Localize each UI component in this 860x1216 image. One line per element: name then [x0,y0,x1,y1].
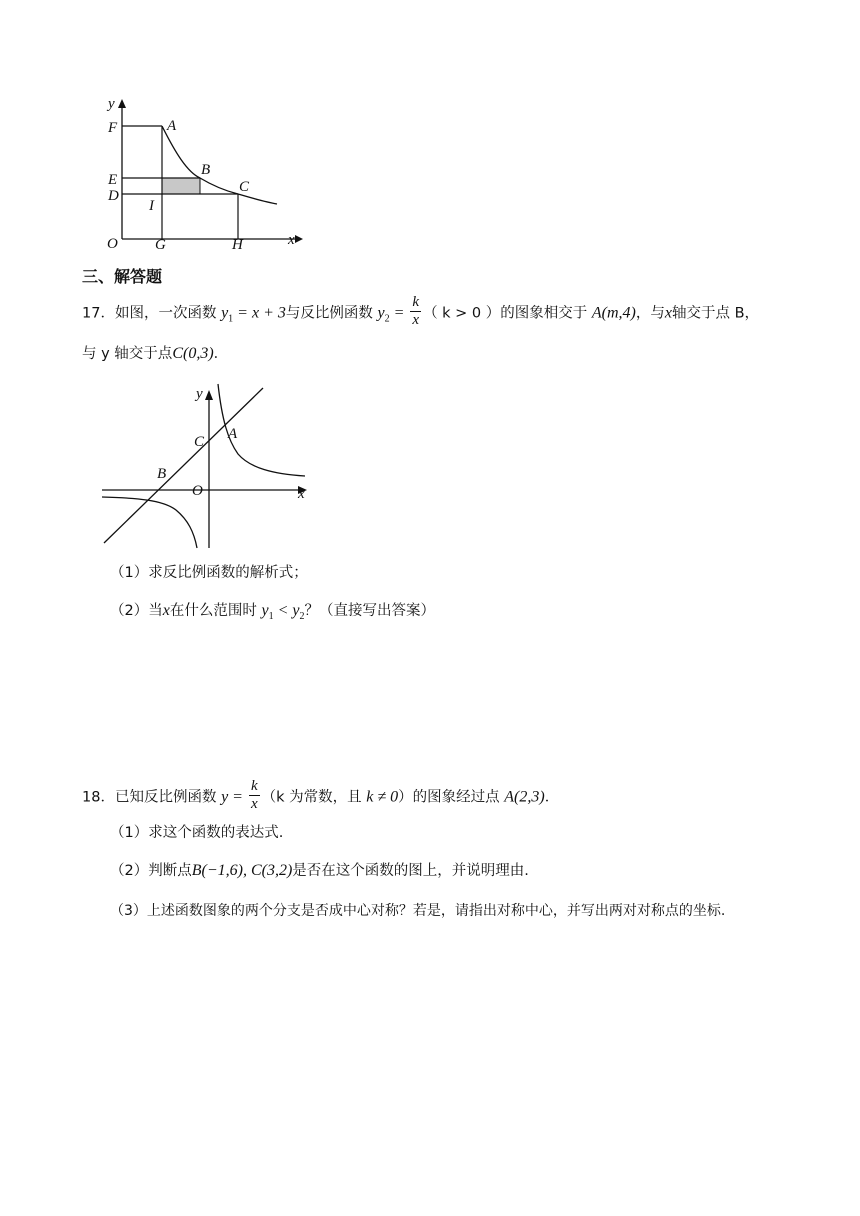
q17-point-A: A(m,4) [591,304,636,322]
q17-line-1 [82,296,759,331]
q18-sub-1: （1）求这个函数的表达式. [110,825,284,841]
q17-frac-den: x [412,312,420,328]
q18-sub-2 [110,861,529,881]
q17-sub2-text-c: ？（直接写出答案） [304,603,435,619]
q18-eq: y = [221,788,247,806]
label-A: A [228,426,238,442]
q17-sub2-text-a: （2）当 [110,603,163,619]
label-I: I [149,198,154,214]
q18-number: 18． [82,789,115,806]
q17-point-C: C(0,3) [172,345,214,362]
x-axis-arrow [295,235,303,243]
q17-text-3: 的图象相交于 [500,305,588,322]
q17-fraction [410,294,421,329]
label-y: y [108,96,115,112]
label-y: y [196,386,203,402]
q18-line-1 [82,780,559,815]
q17-sub2-x: x [162,602,170,619]
q17-y2-sub: 2 [384,313,390,325]
q17-sub2-lt: < y [273,602,300,619]
q18-sub2-points: B(−1,6), C(3,2) [191,862,293,879]
q17-line2-end: ． [213,346,229,362]
shaded-rectangle [162,178,200,194]
label-x: x [298,486,305,502]
label-B: B [157,466,167,482]
q17-y2: y [377,304,385,322]
q18-end: ． [544,789,560,806]
q17-y1-sub: 1 [228,313,234,325]
label-D: D [108,188,119,204]
y-axis-arrow [205,390,213,400]
q17-y1: y [221,304,229,322]
q18-point-A: A(2,3) [504,788,545,806]
q18-condition: k ≠ 0 [366,788,399,806]
q17-text-4: ，与 [635,305,665,322]
q17-text-5: 轴交于点 B， [671,305,760,322]
q17-sub2-y2-sub: 2 [299,610,305,622]
q17-sub2-y1-sub: 1 [268,610,274,622]
q17-text-2: 与反比例函数 [285,305,373,322]
q18-sub2-text-b: 是否在这个函数的图上，并说明理由. [292,863,529,879]
q18-text-1: 已知反比例函数 [114,789,217,806]
q17-sub-2 [110,601,435,627]
q17-condition: （ k > 0 ） [423,305,501,322]
q17-line-2 [82,344,228,364]
figure-1-hyperbola-rectangles [95,92,310,252]
q18-frac-num: k [250,778,258,794]
q18-sub-3: （3）上述函数图象的两个分支是否成中心对称？若是，请指出对称中心，并写出两对对称点的坐标. [110,903,726,919]
q17-eq1: = x + 3 [233,304,286,322]
q17-frac-num: k [412,294,420,310]
label-E: E [108,172,118,188]
label-B: B [201,162,211,178]
q17-text-1: 如图，一次函数 [114,305,217,322]
label-H: H [232,237,243,252]
q18-fraction [249,778,260,813]
label-O: O [192,483,203,499]
y-axis-arrow [118,99,126,108]
q17-number: 17． [82,305,115,322]
label-G: G [155,237,166,252]
q18-sub2-text-a: （2）判断点 [110,863,192,879]
q18-text-2: （k 为常数，且 [261,789,362,806]
section-title: 三、解答题 [82,267,163,286]
q17-eq2: = [389,304,409,322]
figure-2-line-and-hyperbola [98,380,316,552]
label-C: C [239,179,250,195]
q17-line2-text: 与 y 轴交于点 [82,346,173,362]
label-C: C [194,434,205,450]
label-O: O [107,236,118,252]
q17-x-var: x [664,304,672,322]
q18-frac-den: x [250,796,258,812]
label-x: x [288,232,295,248]
label-F: F [108,120,118,136]
label-A: A [167,118,177,134]
linear-function-line [104,388,263,543]
q17-sub-1: （1）求反比例函数的解析式； [110,565,308,581]
q17-sub2-y1: y [261,602,269,619]
hyperbola-branch-3 [102,497,197,548]
q18-text-3: ）的图象经过点 [398,789,500,806]
q17-sub2-text-b: 在什么范围时 [169,603,257,619]
